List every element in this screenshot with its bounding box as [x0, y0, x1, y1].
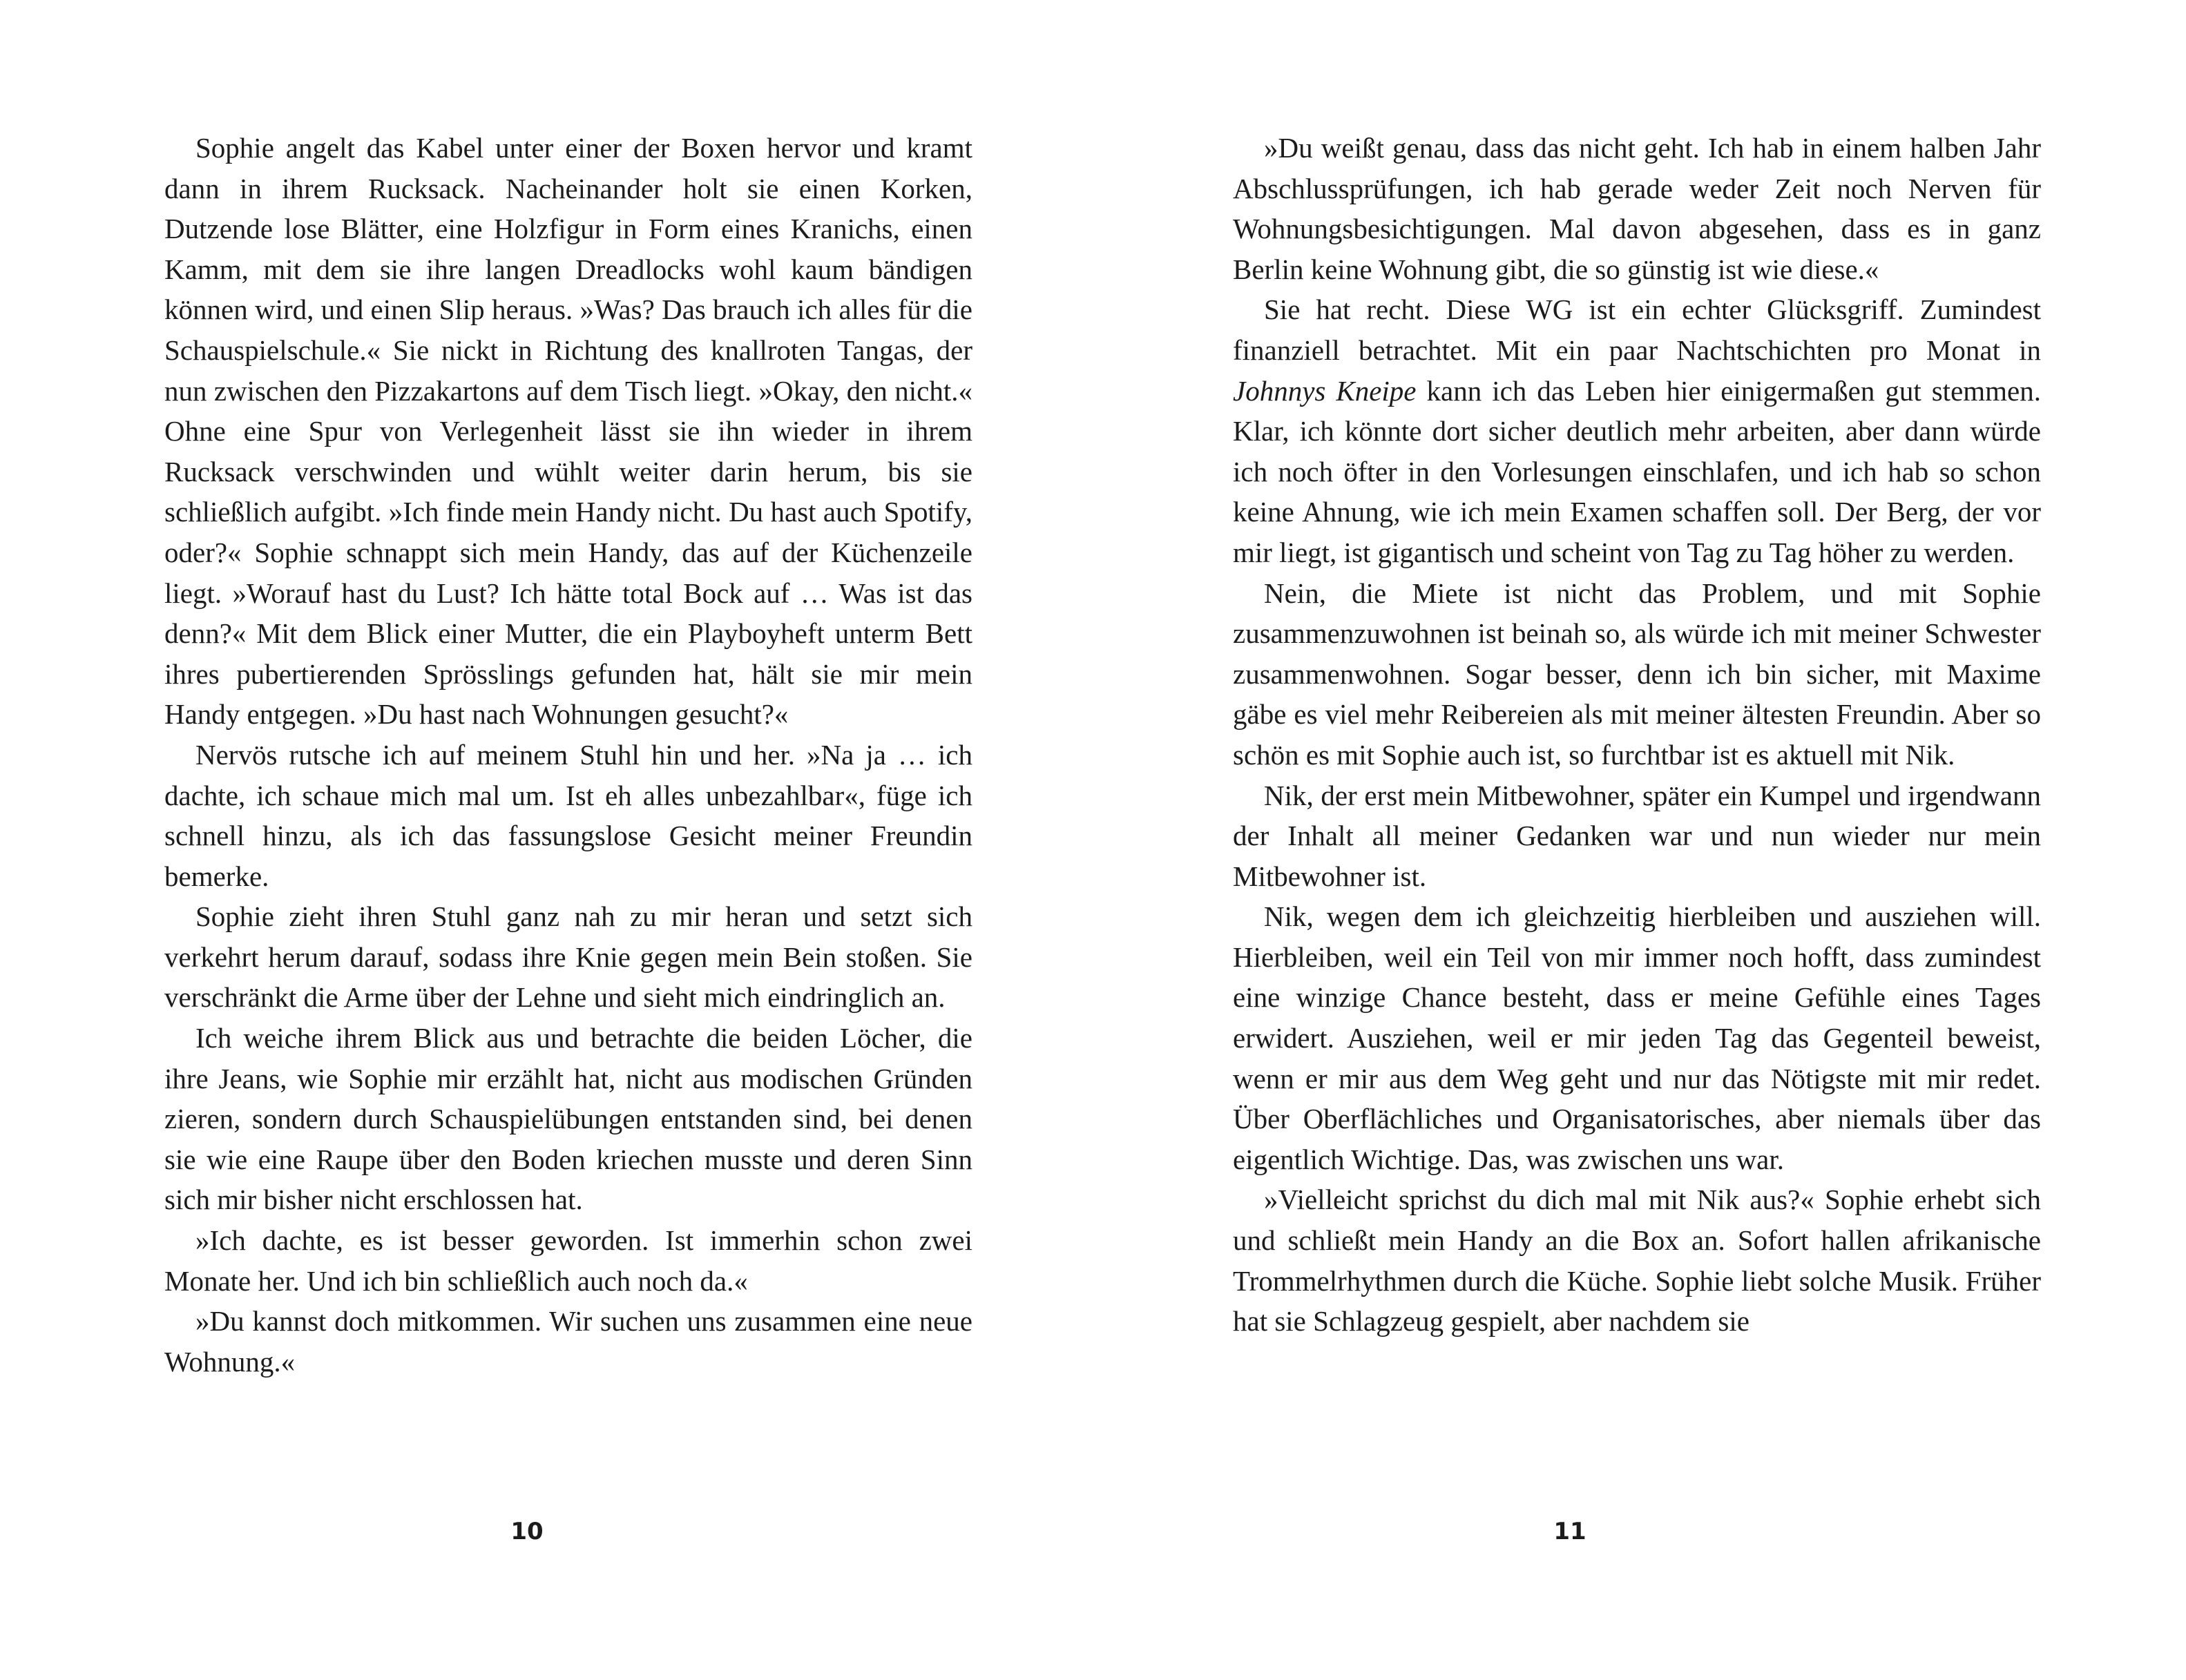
paragraph-text: »Vielleicht sprichst du dich mal mit Nik aus?« Sophie erhebt sich und schließt mein Handy an die Box an. Sofort hallen afrikanische Trommelrhythmen durch die Küche. Sophie liebt solche Musik. Früher hat sie Schlagzeug gespielt, aber nachdem sie [1233, 1184, 2041, 1338]
right-page [1093, 0, 2186, 1680]
paragraph-text: Nik, wegen dem ich gleichzeitig hierbleiben und ausziehen will. Hierbleiben, weil ein Teil von mir immer noch hofft, dass zumindest eine winzige Chance besteht, dass er meine Gefühle eines Tages erwidert. Ausziehen, weil er mir jeden Tag das Gegenteil beweist, wenn er mir aus dem Weg geht und nur das Nötigste mit mir redet. Über Oberflächliches und Organisatorisches, aber niemals über das eigentlich Wichtige. Das, was zwischen uns war. [1233, 900, 2041, 1175]
paragraph-text: Ich weiche ihrem Blick aus und betrachte die beiden Löcher, die ihre Jeans, wie Sophie mir erzählt hat, nicht aus modischen Gründen zieren, sondern durch Schauspielübungen entstanden sind, bei denen sie wie eine Raupe über den Boden kriechen musste und deren Sinn sich mir bisher nicht erschlossen hat. [164, 1022, 972, 1216]
paragraph [164, 1220, 972, 1301]
paragraph [1233, 128, 2041, 289]
paragraph [1233, 1179, 2041, 1341]
paragraph [164, 1018, 972, 1220]
paragraph-text: »Du kannst doch mitkommen. Wir suchen uns zusammen eine neue Wohnung.« [164, 1305, 972, 1378]
paragraph [1233, 289, 2041, 572]
paragraph-text: Nervös rutsche ich auf meinem Stuhl hin und her. »Na ja … ich dachte, ich schaue mich mal um. Ist eh alles unbezahlbar«, füge ich schnell hinzu, als ich das fassungslose Gesicht meiner Freundin bemerke. [164, 738, 972, 892]
paragraph [164, 1301, 972, 1382]
paragraph-text: »Du weißt genau, dass das nicht geht. Ich hab in einem halben Jahr Abschlussprüfungen, ich hab gerade weder Zeit noch Nerven für Wohnungsbesichtigungen. Mal davon abgesehen, dass es in ganz Berlin keine Wohnung gibt, die so günstig ist wie diese.« [1233, 132, 2041, 285]
paragraph [164, 128, 972, 735]
paragraph-text: »Ich dachte, es ist besser geworden. Ist immerhin schon zwei Monate her. Und ich bin schließlich auch noch da.« [164, 1224, 972, 1297]
right-page-text [1233, 128, 2041, 1342]
paragraph [1233, 573, 2041, 775]
paragraph-text: Nein, die Miete ist nicht das Problem, und mit Sophie zusammenzuwohnen ist beinah so, als würde ich mit meiner Schwester zusammenwohnen. Sogar besser, denn ich bin sicher, mit Maxime gäbe es viel mehr Reibereien als mit meiner ältesten Freundin. Aber so schön es mit Sophie auch ist, so furchtbar ist es aktuell mit Nik. [1233, 577, 2041, 771]
left-page-text [164, 128, 972, 1382]
paragraph [164, 896, 972, 1018]
paragraph [1233, 775, 2041, 897]
paragraph-text: Sie hat recht. Diese WG ist ein echter Glücksgriff. Zumindest finanziell betrachtet. Mit ein paar Nachtschichten pro Monat in [1233, 293, 2041, 366]
paragraph-text: Sophie zieht ihren Stuhl ganz nah zu mir heran und setzt sich verkehrt herum darauf, sodass ihre Knie gegen mein Bein stoßen. Sie verschränkt die Arme über der Lehne und sieht mich eindringlich an. [164, 900, 972, 1014]
paragraph [1233, 896, 2041, 1179]
paragraph-text: kann ich das Leben hier einigermaßen gut stemmen. Klar, ich könnte dort sicher deutlich mehr arbeiten, aber dann würde ich noch öfter in den Vorlesungen einschlafen, und ich hab so schon keine Ahnung, wie ich mein Examen schaffen soll. Der Berg, der vor mir liegt, ist gigantisch und scheint von Tag zu Tag höher zu werden. [1233, 374, 2042, 568]
italic-title: Johnnys Kneipe [1233, 374, 1417, 407]
page-number: 10 [510, 1518, 544, 1545]
paragraph-text: Sophie angelt das Kabel unter einer der Boxen hervor und kramt dann in ihrem Rucksack. Nacheinander holt sie einen Korken, Dutzende lose Blätter, eine Holzfigur in Form eines Kranichs, einen Kamm, mit dem sie ihre langen Dreadlocks wohl kaum bändigen können wird, und einen Slip heraus. »Was? Das brauch ich alles für die Schauspielschule.« Sie nickt in Richtung des knallroten Tangas, der nun zwischen den Pizzakartons auf dem Tisch liegt. »Okay, den nicht.« Ohne eine Spur von Verlegenheit lässt sie ihn wieder in ihrem Rucksack verschwinden und wühlt weiter darin herum, bis sie schließlich aufgibt. »Ich finde mein Handy nicht. Du hast auch Spotify, oder?« Sophie schnappt sich mein Handy, das auf der Küchenzeile liegt. »Worauf hast du Lust? Ich hätte total Bock auf … Was ist das denn?« Mit dem Blick einer Mutter, die ein Playboyheft unterm Bett ihres pubertierenden Sprösslings gefunden hat, hält sie mir mein Handy entgegen. »Du hast nach Wohnungen gesucht?« [164, 132, 972, 731]
page-number: 11 [1553, 1518, 1586, 1545]
paragraph-text: Nik, der erst mein Mitbewohner, später ein Kumpel und irgendwann der Inhalt all meiner Gedanken war und nun wieder nur mein Mitbewohner ist. [1233, 779, 2041, 892]
paragraph [164, 735, 972, 896]
